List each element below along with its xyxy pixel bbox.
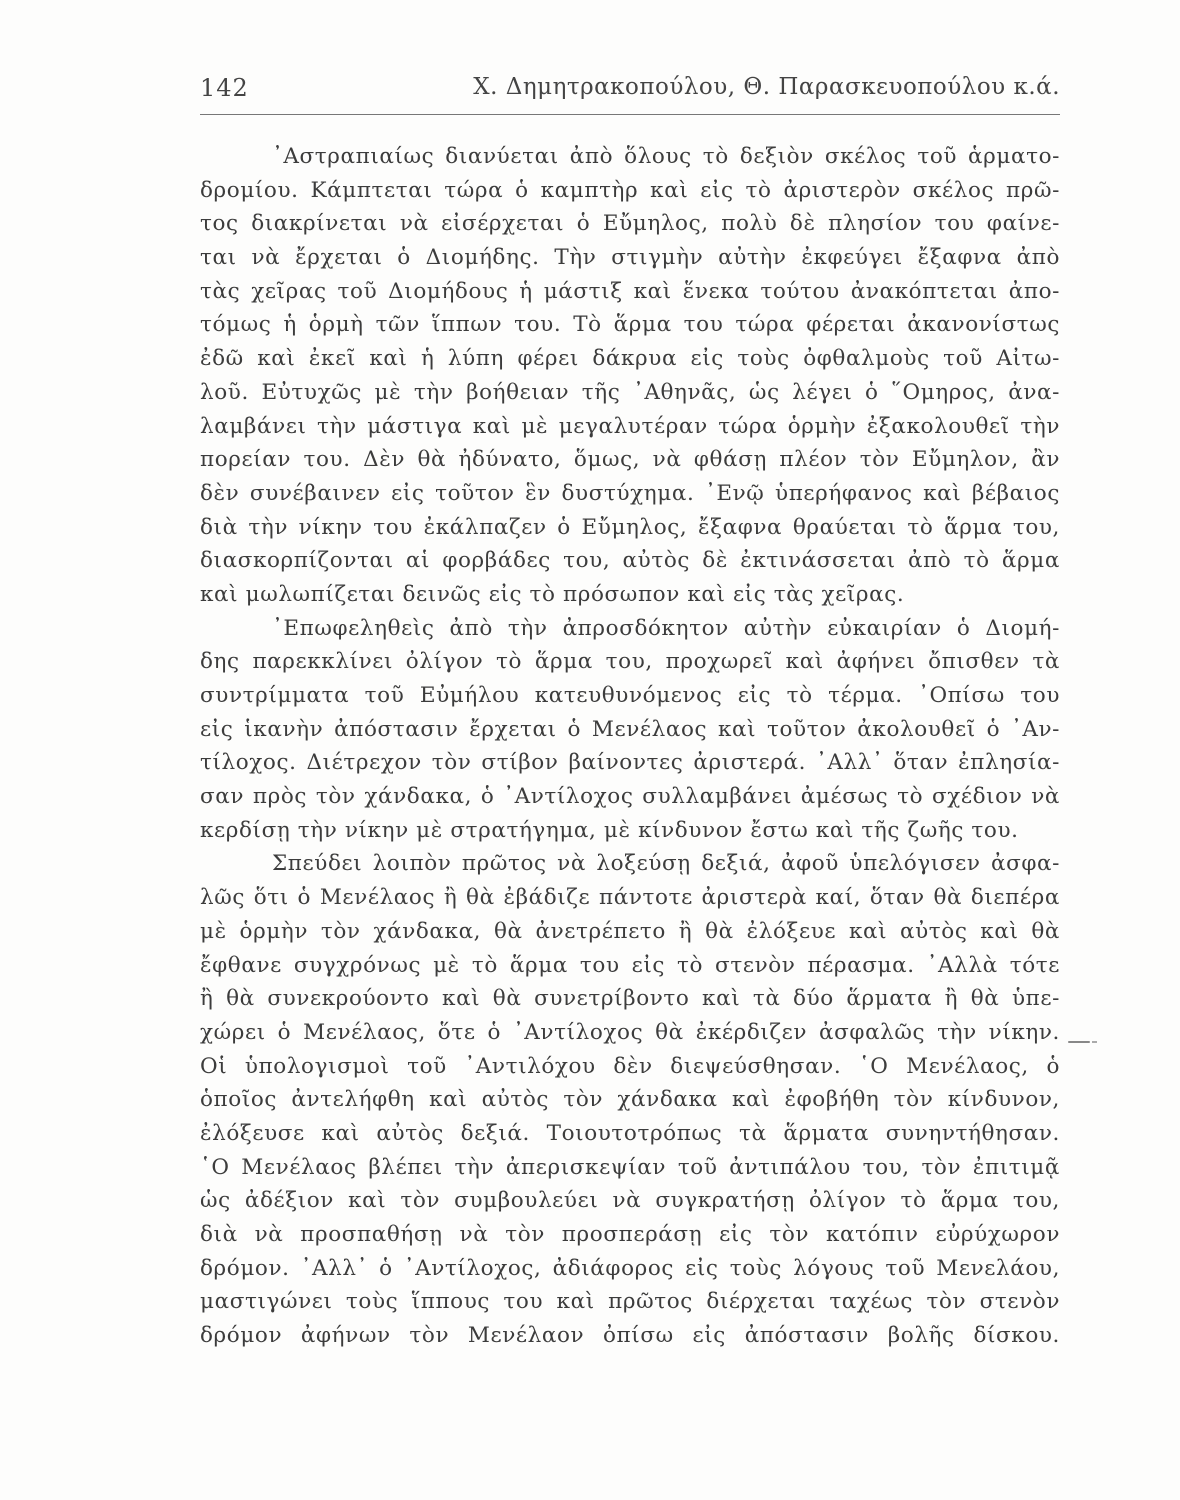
text-line: δης παρεκκλίνει ὀλίγον τὸ ἅρμα του, προχωρεῖ καὶ ἀφήνει ὄπισθεν τὰ [200,649,1060,675]
text-line: ᾿Αστραπιαίως διανύεται ἀπὸ ὅλους τὸ δεξιὸν σκέλος τοῦ ἁρματο- [272,144,1060,169]
header-rule [200,114,1060,115]
margin-pencil-mark [1068,1040,1098,1044]
text-line: τίλοχος. Διέτρεχον τὸν στίβον βαίνοντες ἀριστερά. ᾿Αλλ᾿ ὅταν ἐπλησία- [200,750,1060,776]
text-line: ἢ θὰ συνεκρούοντο καὶ θὰ συνετρίβοντο καὶ τὰ δύο ἅρματα ἢ θὰ ὑπε- [200,986,1060,1012]
text-line: δρόμον ἀφήνων τὸν Μενέλαον ὀπίσω εἰς ἀπόστασιν βολῆς δίσκου. [200,1323,1060,1349]
text-line: διὰ νὰ προσπαθήσῃ νὰ τὸν προσπεράσῃ εἰς τὸν κατόπιν εὐρύχωρον [200,1222,1060,1247]
text-line: τος διακρίνεται νὰ εἰσέρχεται ὁ Εὔμηλος, πολὺ δὲ πλησίον του φαίνε- [200,211,1060,237]
text-line: καὶ μωλωπίζεται δεινῶς εἰς τὸ πρόσωπον καὶ εἰς τὰς χεῖρας. [200,581,905,607]
text-line: συντρίμματα τοῦ Εὐμήλου κατευθυνόμενος εἰς τὸ τέρμα. ᾿Οπίσω του [200,683,1060,708]
text-line: μὲ ὁρμὴν τὸν χάνδακα, θὰ ἀνετρέπετο ἢ θὰ ἐλόξευε καὶ αὐτὸς καὶ θὰ [200,918,1060,944]
page-header [200,70,1060,110]
text-line: χώρει ὁ Μενέλαος, ὅτε ὁ ᾿Αντίλοχος θὰ ἐκέρδιζεν ἀσφαλῶς τὴν νίκην. [200,1019,1060,1045]
text-line: ῾Ο Μενέλαος βλέπει τὴν ἀπερισκεψίαν τοῦ ἀντιπάλου του, τὸν ἐπιτιμᾷ [200,1154,1060,1180]
text-line: δρόμον. ᾿Αλλ᾿ ὁ ᾿Αντίλοχος, ἀδιάφορος εἰς τοὺς λόγους τοῦ Μενελάου, [200,1255,1060,1281]
page-number: 142 [200,74,249,102]
text-line: Οἱ ὑπολογισμοὶ τοῦ ᾿Αντιλόχου δὲν διεψεύσθησαν. ῾Ο Μενέλαος, ὁ [200,1053,1060,1079]
text-line: ᾿Επωφεληθεὶς ἀπὸ τὴν ἀπροσδόκητον αὐτὴν εὐκαιρίαν ὁ Διομή- [272,615,1060,641]
text-line: διὰ τὴν νίκην του ἐκάλπαζεν ὁ Εὔμηλος, ἔξαφνα θραύεται τὸ ἅρμα του, [200,514,1060,540]
text-line: τὰς χεῖρας τοῦ Διομήδους ἡ μάστιξ καὶ ἕνεκα τούτου ἀνακόπτεται ἀπο- [200,278,1060,304]
text-line: δρομίου. Κάμπτεται τώρα ὁ καμπτὴρ καὶ εἰς τὸ ἀριστερὸν σκέλος πρῶ- [200,177,1060,203]
text-line: ἐδῶ καὶ ἐκεῖ καὶ ἡ λύπη φέρει δάκρυα εἰς τοὺς ὀφθαλμοὺς τοῦ Αἰτω- [200,346,1060,372]
text-line: ἐλόξευσε καὶ αὐτὸς δεξιά. Τοιουτοτρόπως τὰ ἅρματα συνηντήθησαν. [200,1120,1060,1146]
text-line: κερδίσῃ τὴν νίκην μὲ στρατήγημα, μὲ κίνδυνον ἔστω καὶ τῆς ζωῆς του. [200,817,1019,843]
text-line: διασκορπίζονται αἱ φορβάδες του, αὐτὸς δὲ ἐκτινάσσεται ἀπὸ τὸ ἅρμα [200,548,1060,574]
text-line: λοῦ. Εὐτυχῶς μὲ τὴν βοήθειαν τῆς ᾿Αθηνᾶς, ὡς λέγει ὁ ῞Ομηρος, ἀνα- [200,379,1060,405]
text-line: μαστιγώνει τοὺς ἵππους του καὶ πρῶτος διέρχεται ταχέως τὸν στενὸν [200,1289,1060,1315]
text-line: σαν πρὸς τὸν χάνδακα, ὁ ᾿Αντίλοχος συλλαμβάνει ἀμέσως τὸ σχέδιον νὰ [200,784,1060,810]
running-head: Χ. Δημητρακοπούλου, Θ. Παρασκευοπούλου κ.ά. [473,74,1060,100]
body-text [200,140,1060,1353]
text-line: λαμβάνει τὴν μάστιγα καὶ μὲ μεγαλυτέραν τώρα ὁρμὴν ἐξακολουθεῖ τὴν [200,413,1060,439]
text-line: ὡς ἀδέξιον καὶ τὸν συμβουλεύει νὰ συγκρατήσῃ ὀλίγον τὸ ἅρμα του, [200,1188,1060,1214]
text-line: δὲν συνέβαινεν εἰς τοῦτον ἓν δυστύχημα. ᾿Ενῷ ὑπερήφανος καὶ βέβαιος [200,480,1060,506]
text-line: Σπεύδει λοιπὸν πρῶτος νὰ λοξεύσῃ δεξιά, ἀφοῦ ὑπελόγισεν ἀσφα- [272,851,1060,877]
text-line: τόμως ἡ ὁρμὴ τῶν ἵππων του. Τὸ ἅρμα του τώρα φέρεται ἀκανονίστως [200,312,1060,338]
text-line: ἔφθανε συγχρόνως μὲ τὸ ἅρμα του εἰς τὸ στενὸν πέρασμα. ᾿Αλλὰ τότε [200,952,1060,978]
text-line: ται νὰ ἔρχεται ὁ Διομήδης. Τὴν στιγμὴν αὐτὴν ἐκφεύγει ἔξαφνα ἀπὸ [200,245,1060,271]
text-line: πορείαν του. Δὲν θὰ ἠδύνατο, ὅμως, νὰ φθάσῃ πλέον τὸν Εὔμηλον, ἂν [200,447,1060,473]
text-line: ὁποῖος ἀντελήφθη καὶ αὐτὸς τὸν χάνδακα καὶ ἐφοβήθη τὸν κίνδυνον, [200,1087,1060,1113]
text-line: λῶς ὅτι ὁ Μενέλαος ἢ θὰ ἐβάδιζε πάντοτε ἀριστερὰ καί, ὅταν θὰ διεπέρα [200,885,1060,911]
text-line: εἰς ἱκανὴν ἀπόστασιν ἔρχεται ὁ Μενέλαος καὶ τοῦτον ἀκολουθεῖ ὁ ᾿Αν- [200,716,1060,742]
